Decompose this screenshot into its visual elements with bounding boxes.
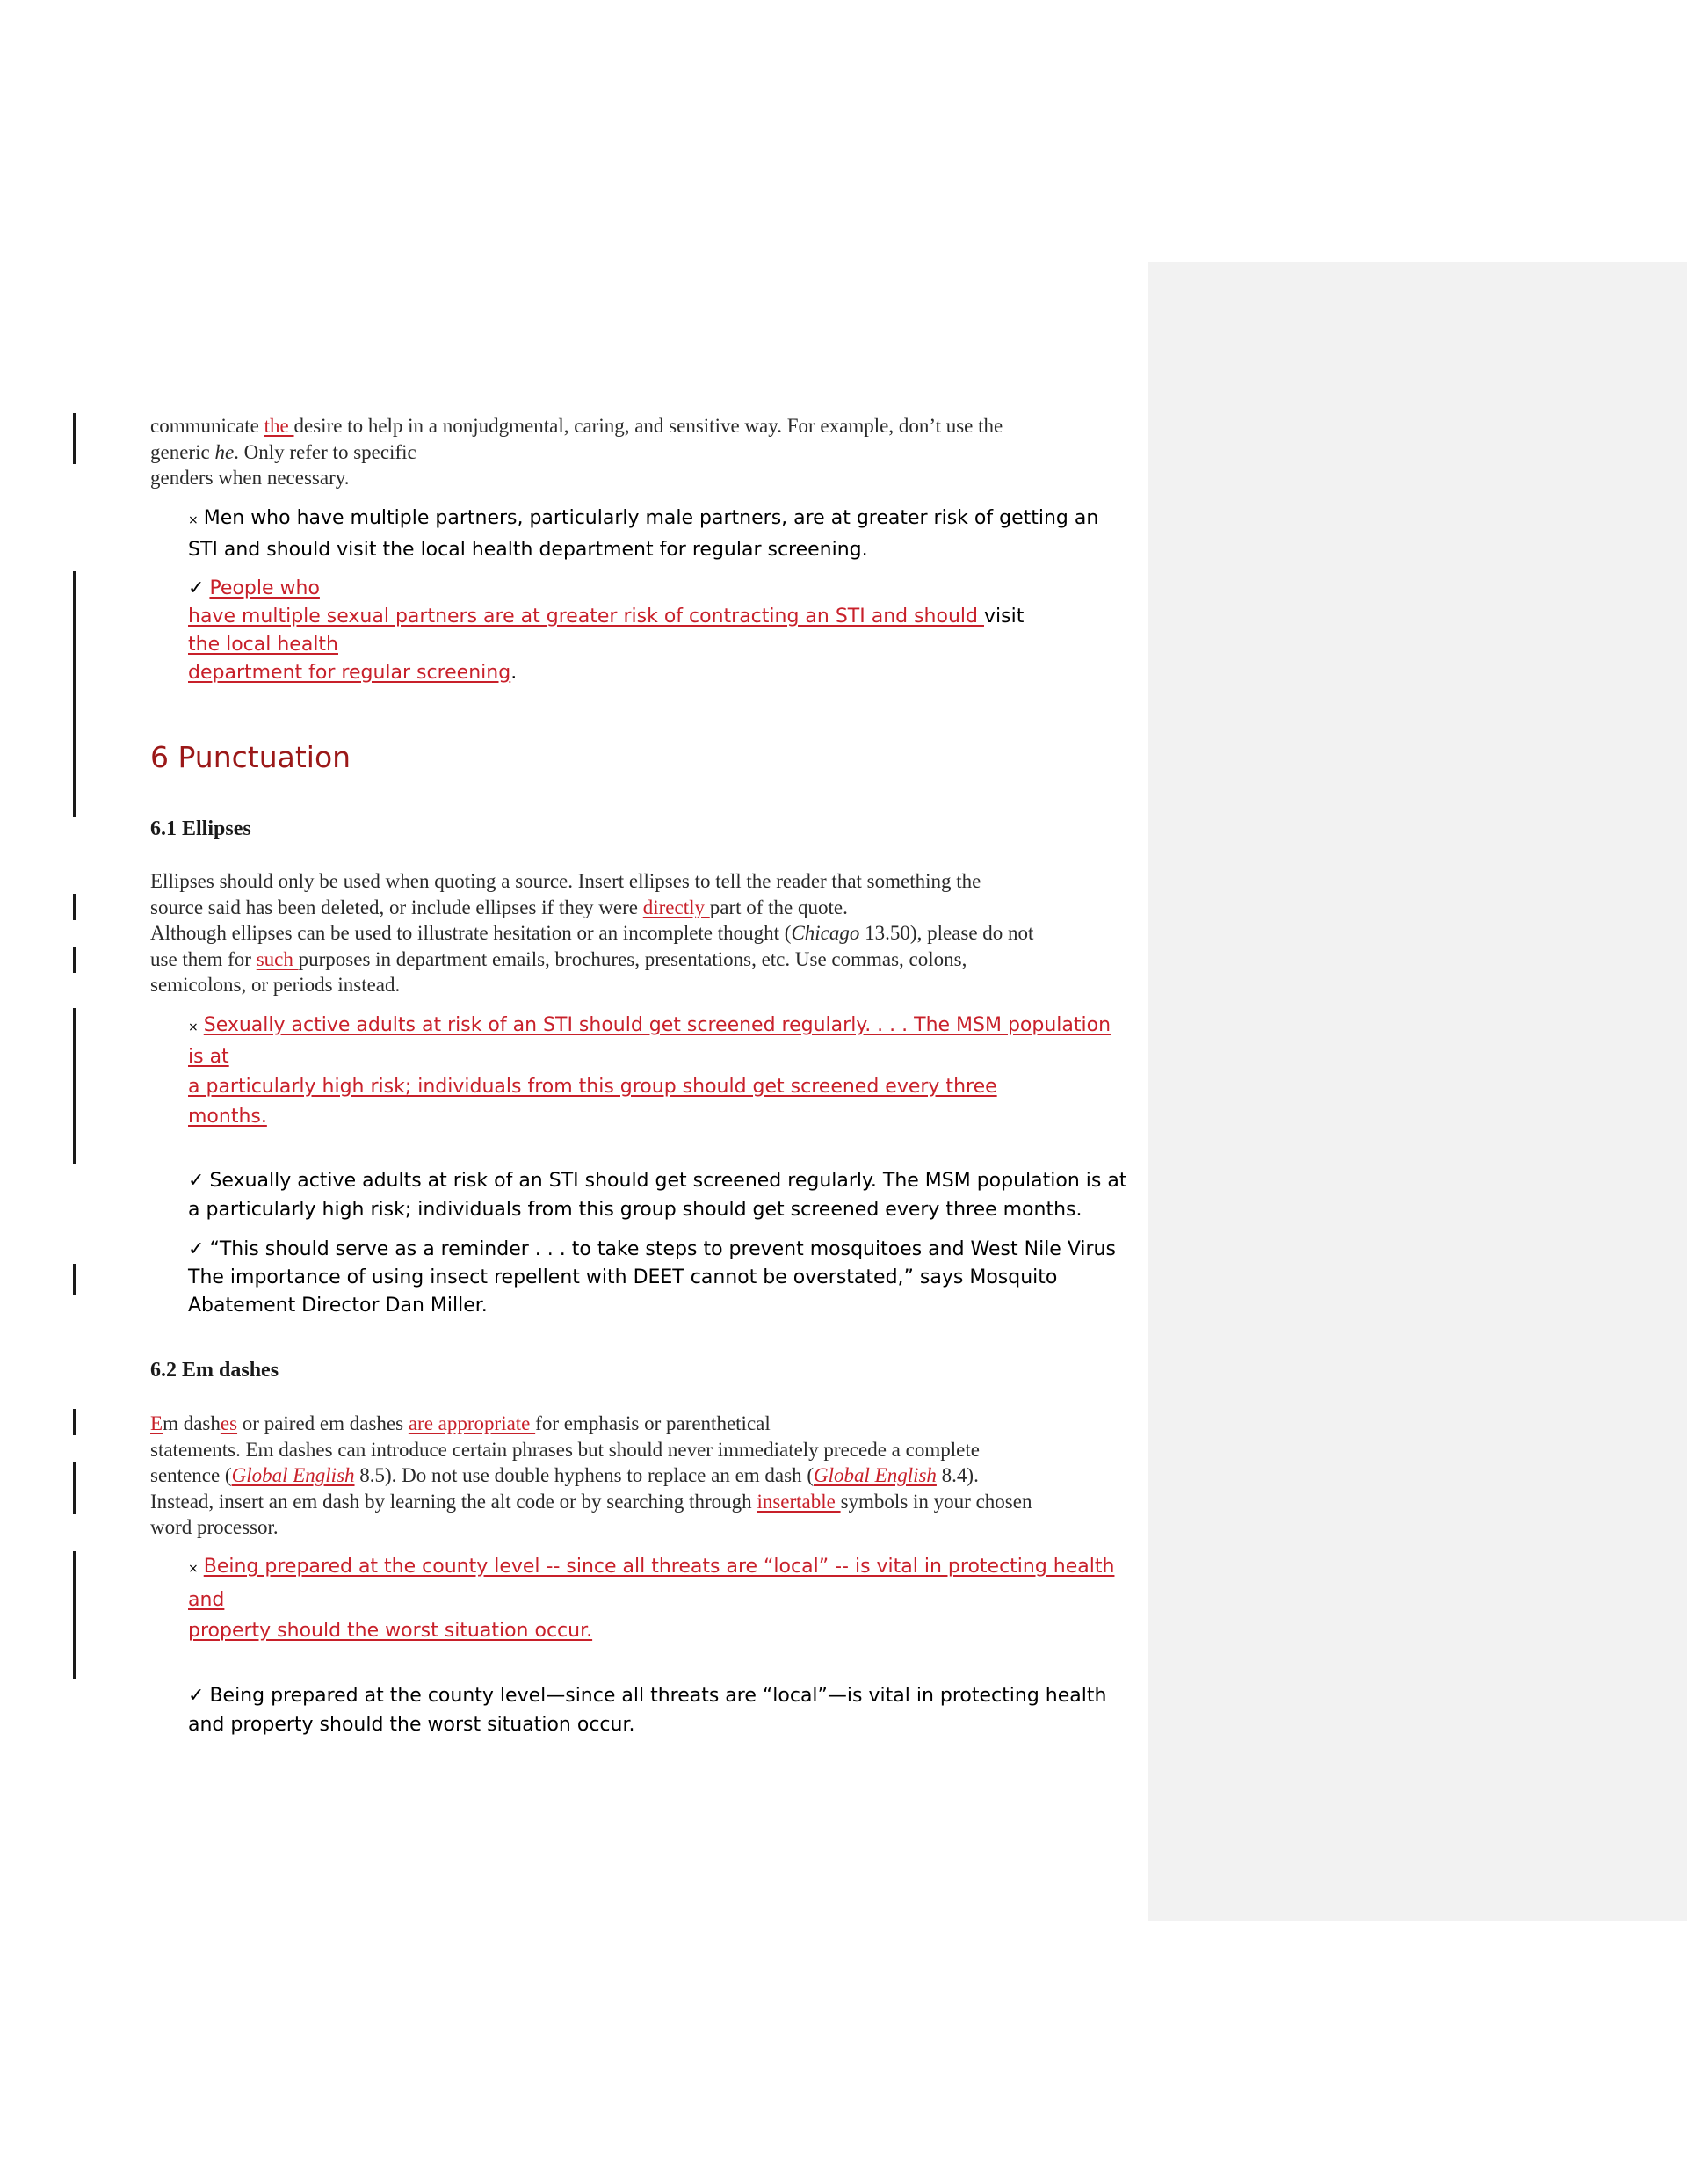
paragraph-line	[150, 895, 1126, 921]
right-example	[188, 575, 1128, 687]
subsection-title: 6.2 Em dashes	[150, 1359, 279, 1382]
x-mark-icon: ×	[188, 513, 199, 527]
check-mark-icon: ✓	[188, 1238, 205, 1260]
intro-line	[150, 413, 1126, 439]
section-heading	[150, 740, 1126, 774]
inserted-text: such	[256, 947, 299, 970]
paragraph-line	[150, 947, 1126, 973]
example-text: .	[510, 662, 518, 684]
intro-line: genders when necessary.	[150, 467, 350, 489]
example-text: visit	[983, 606, 1025, 628]
paragraph-line	[150, 1489, 1126, 1515]
subsection-heading	[150, 1359, 1126, 1382]
paragraph-line: statements. Em dashes can introduce certain phrases but should never immediately precede a complete	[150, 1438, 980, 1461]
wrong-example	[188, 504, 1128, 564]
right-example	[188, 1166, 1128, 1224]
right-example	[188, 1681, 1128, 1739]
text: generic	[150, 440, 215, 463]
reference-link[interactable]: Global English	[231, 1464, 355, 1486]
check-mark-icon: ✓	[188, 1685, 205, 1707]
reference-link[interactable]: Global English	[814, 1464, 937, 1486]
change-bar	[73, 1008, 76, 1164]
wrong-example	[188, 1551, 1128, 1646]
inserted-text: People who	[209, 577, 320, 599]
em-dash-paragraph	[150, 1411, 1126, 1541]
text: use them for	[150, 947, 257, 970]
section-title: 6 Punctuation	[150, 740, 351, 774]
inserted-text: are appropriate	[408, 1412, 536, 1434]
text: source said has been deleted, or include ellipses if they were	[150, 896, 643, 918]
paragraph-line: Ellipses should only be used when quoting a source. Insert ellipses to tell the reader that something the	[150, 870, 981, 892]
inserted-text: property should the worst situation occur.	[188, 1620, 593, 1642]
check-mark-icon: ✓	[188, 1170, 205, 1192]
text: Although ellipses can be used to illustrate hesitation or an incomplete thought (	[150, 922, 792, 944]
change-bar	[73, 1551, 76, 1679]
text: sentence (	[150, 1464, 232, 1486]
inserted-text: the	[264, 415, 294, 437]
wrong-example	[188, 1011, 1128, 1132]
inserted-text: directly	[642, 896, 710, 918]
emphasis-text: Chicago	[791, 922, 860, 944]
text: symbols in your chosen	[840, 1490, 1032, 1513]
x-mark-icon: ×	[188, 1020, 199, 1034]
inserted-text: have multiple sexual partners are at greater risk of contracting an STI and should	[188, 606, 984, 628]
text: or paired em dashes	[237, 1412, 409, 1434]
comment-pane	[1148, 262, 1687, 1921]
text: m dash	[163, 1412, 221, 1434]
text: 8.5). Do not use double hyphens to replace an em dash (	[354, 1464, 814, 1486]
check-mark-icon: ✓	[188, 577, 205, 599]
text: for emphasis or parenthetical	[535, 1412, 771, 1434]
x-mark-icon: ×	[188, 1562, 199, 1576]
change-bar	[73, 894, 76, 920]
paragraph-line	[150, 920, 1126, 947]
example-text: “This should serve as a reminder . . . to take steps to prevent mosquitoes and West Nile Virus The importance of using insect repellent with DEET cannot be overstated,” says Mosquito Abatement Director Dan Miller.	[188, 1238, 1116, 1317]
inserted-text: Sexually active adults at risk of an STI should get screened regularly. . . . The MSM population is at	[188, 1014, 1111, 1068]
emphasis-text: he	[214, 440, 235, 463]
ellipses-paragraph	[150, 868, 1126, 998]
paragraph-line	[150, 1462, 1126, 1489]
paragraph-line: semicolons, or periods instead.	[150, 974, 401, 996]
change-bar	[73, 947, 76, 973]
inserted-text: Being prepared at the county level -- since all threats are “local” -- is vital in protecting health and	[188, 1556, 1115, 1611]
text: 13.50), please do not	[859, 922, 1034, 944]
inserted-text: months.	[188, 1106, 267, 1128]
change-bar	[73, 1462, 76, 1514]
right-example	[188, 1236, 1128, 1320]
inserted-text: E	[150, 1412, 163, 1434]
change-bar	[73, 1264, 76, 1295]
inserted-text: insertable	[757, 1490, 841, 1513]
text: desire to help in a nonjudgmental, caring, and sensitive way. For example, don’t use the	[293, 415, 1003, 437]
change-bar	[73, 1409, 76, 1435]
text: purposes in department emails, brochures, presentations, etc. Use commas, colons,	[298, 947, 967, 970]
example-text: Being prepared at the county level—since all threats are “local”—is vital in protecting health and property should the worst situation occur.	[188, 1685, 1107, 1736]
text: . Only refer to specific	[234, 440, 416, 463]
intro-paragraph	[150, 413, 1126, 491]
subsection-heading	[150, 817, 1126, 841]
subsection-title: 6.1 Ellipses	[150, 817, 251, 840]
inserted-text: a particularly high risk; individuals from this group should get screened every three	[188, 1076, 997, 1098]
text: part of the quote.	[709, 896, 848, 918]
inserted-text: es	[220, 1412, 238, 1434]
change-bar	[73, 413, 76, 464]
text: 8.4).	[936, 1464, 979, 1486]
text: communicate	[150, 415, 264, 437]
text: Instead, insert an em dash by learning the alt code or by searching through	[150, 1490, 757, 1513]
paragraph-line	[150, 1411, 1126, 1437]
example-text: Men who have multiple partners, particularly male partners, are at greater risk of getting an STI and should visit the local health department for regular screening.	[188, 507, 1099, 561]
inserted-text: the local health	[188, 634, 338, 656]
example-text: Sexually active adults at risk of an STI should get screened regularly. The MSM population is at a particularly high risk; individuals from this group should get screened every three months.	[188, 1170, 1127, 1221]
intro-line	[150, 439, 1126, 466]
change-bar	[73, 571, 76, 817]
paragraph-line: word processor.	[150, 1516, 279, 1538]
inserted-text: department for regular screening	[188, 662, 511, 684]
